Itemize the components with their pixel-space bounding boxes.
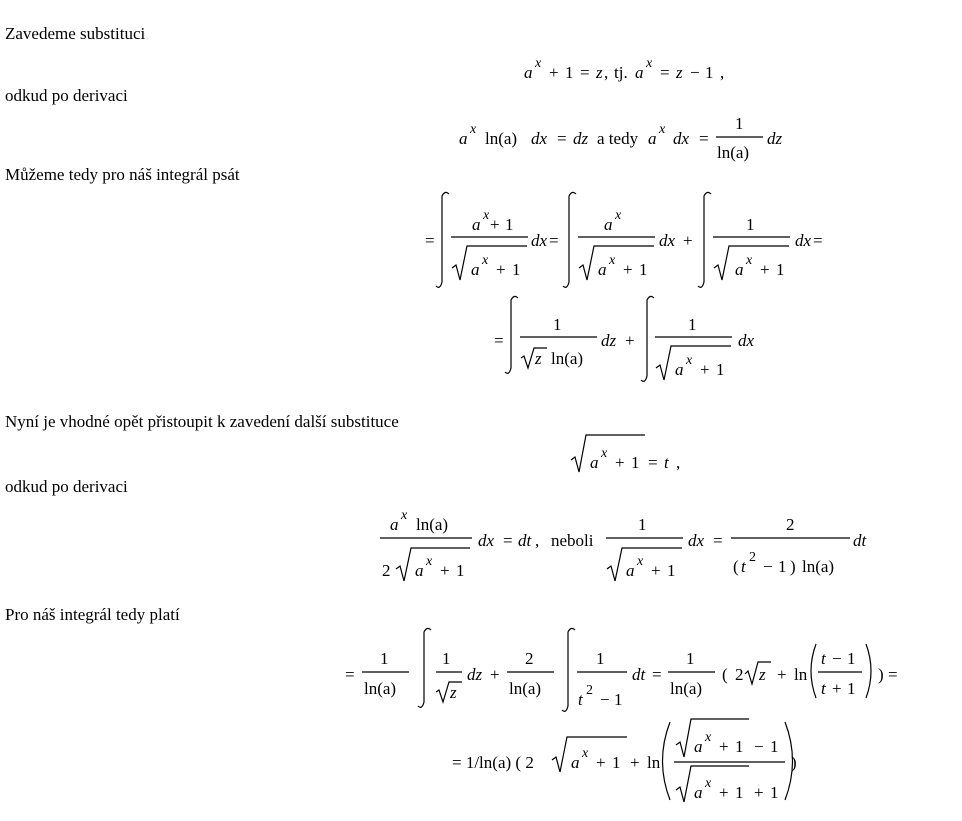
math-symbol: x bbox=[659, 122, 666, 137]
math-symbol: dx bbox=[795, 231, 812, 250]
math-symbol: x bbox=[705, 776, 712, 791]
math-symbol: ln(a) bbox=[364, 679, 397, 698]
math-symbol: x bbox=[426, 554, 433, 569]
math-symbol: 1 bbox=[735, 114, 744, 133]
paragraph-derivative-2: odkud po derivaci bbox=[5, 477, 128, 496]
math-symbol: = bbox=[888, 665, 898, 684]
math-symbol: a bbox=[694, 783, 703, 802]
math-symbol: 2 bbox=[525, 649, 534, 668]
math-symbol: dx bbox=[531, 231, 548, 250]
math-symbol: + bbox=[777, 665, 787, 684]
math-symbol: 2 bbox=[586, 683, 593, 698]
math-symbol: = bbox=[713, 531, 723, 550]
math-symbol: + bbox=[683, 231, 693, 250]
math-symbol: dx bbox=[738, 331, 755, 350]
math-symbol: − bbox=[763, 557, 773, 576]
math-symbol: + bbox=[754, 783, 764, 802]
math-symbol: ln(a) bbox=[551, 349, 584, 368]
math-symbol: 1 bbox=[705, 63, 714, 82]
formula-derivative-1 bbox=[459, 114, 783, 162]
math-symbol: x bbox=[483, 208, 490, 223]
math-symbol: x bbox=[401, 508, 408, 523]
math-symbol: 1 bbox=[553, 315, 562, 334]
math-symbol: − bbox=[600, 690, 610, 709]
big-left-paren bbox=[663, 722, 671, 800]
math-symbol: dz bbox=[573, 129, 589, 148]
math-symbol: x bbox=[601, 446, 608, 461]
formula-integral-substituted bbox=[494, 296, 755, 381]
integral-sign bbox=[563, 192, 576, 287]
formula-result-1 bbox=[345, 628, 898, 711]
math-symbol: 1 bbox=[596, 649, 605, 668]
math-symbol: = bbox=[580, 63, 590, 82]
math-symbol: dx bbox=[531, 129, 548, 148]
math-symbol: x bbox=[535, 56, 542, 71]
math-symbol: = bbox=[813, 231, 823, 250]
math-symbol: 1 bbox=[380, 649, 389, 668]
math-symbol: = bbox=[652, 665, 662, 684]
math-symbol: = bbox=[503, 531, 513, 550]
math-symbol: 1 bbox=[442, 649, 451, 668]
math-symbol: t bbox=[578, 690, 583, 709]
math-symbol: a bbox=[735, 260, 744, 279]
math-symbol: 1 bbox=[512, 260, 521, 279]
sqrt-sign bbox=[521, 348, 547, 368]
math-symbol: 1 bbox=[735, 783, 744, 802]
integral-sign bbox=[698, 192, 711, 287]
math-symbol: + bbox=[719, 737, 729, 756]
math-symbol: + bbox=[630, 753, 640, 772]
math-symbol: a bbox=[626, 561, 635, 580]
math-symbol: + bbox=[623, 260, 633, 279]
math-symbol: a bbox=[471, 260, 480, 279]
math-symbol: , bbox=[676, 453, 681, 472]
math-symbol: neboli bbox=[551, 531, 594, 550]
math-symbol: , bbox=[535, 531, 540, 550]
math-symbol: x bbox=[746, 253, 753, 268]
math-symbol: z bbox=[596, 63, 603, 82]
math-symbol: 1 bbox=[746, 215, 755, 234]
formula-second-substitution bbox=[571, 435, 680, 472]
math-symbol: = bbox=[425, 231, 435, 250]
math-symbol: 1 bbox=[776, 260, 785, 279]
math-symbol: = 1/ln(a) ( 2 bbox=[452, 753, 534, 772]
math-symbol: x bbox=[637, 554, 644, 569]
math-symbol: tj. bbox=[614, 63, 628, 82]
math-symbol: 1 bbox=[847, 649, 856, 668]
math-symbol: 2 bbox=[735, 665, 744, 684]
math-symbol: 1 bbox=[631, 453, 640, 472]
math-symbol: t bbox=[821, 649, 826, 668]
math-symbol: = bbox=[660, 63, 670, 82]
math-symbol: 1 bbox=[667, 561, 676, 580]
math-symbol: dz bbox=[767, 129, 783, 148]
math-symbol: 1 bbox=[686, 649, 695, 668]
math-symbol: x bbox=[470, 122, 477, 137]
math-symbol: t bbox=[741, 557, 746, 576]
math-symbol: ( bbox=[733, 557, 739, 576]
math-symbol: dt bbox=[853, 531, 867, 550]
integral-sign bbox=[436, 192, 449, 287]
math-symbol: 1 bbox=[778, 557, 787, 576]
math-symbol: a bbox=[415, 561, 424, 580]
math-symbol: + bbox=[615, 453, 625, 472]
formula-substitution bbox=[524, 56, 724, 82]
math-symbol: = bbox=[494, 331, 504, 350]
math-symbol: dx bbox=[659, 231, 676, 250]
math-symbol: = bbox=[648, 453, 658, 472]
math-symbol: z bbox=[535, 349, 542, 368]
formula-integral-split bbox=[425, 192, 823, 287]
math-symbol: 2 bbox=[382, 561, 391, 580]
paragraph-intro: Zavedeme substituci bbox=[5, 24, 146, 43]
math-symbol: a bbox=[390, 515, 399, 534]
integral-sign bbox=[641, 296, 654, 381]
math-symbol: + bbox=[490, 665, 500, 684]
math-symbol: dz bbox=[467, 665, 483, 684]
math-symbol: a bbox=[635, 63, 644, 82]
math-symbol: 1 bbox=[456, 561, 465, 580]
math-symbol: = bbox=[699, 129, 709, 148]
math-symbol: + bbox=[651, 561, 661, 580]
math-symbol: = bbox=[549, 231, 559, 250]
math-symbol: + bbox=[760, 260, 770, 279]
math-symbol: 1 bbox=[688, 315, 697, 334]
math-symbol: − bbox=[690, 63, 700, 82]
math-symbol: + bbox=[496, 260, 506, 279]
math-symbol: 1 bbox=[735, 737, 744, 756]
math-symbol: a tedy bbox=[597, 129, 639, 148]
math-symbol: + bbox=[719, 783, 729, 802]
math-symbol: , bbox=[604, 63, 609, 82]
math-symbol: x bbox=[609, 253, 616, 268]
math-symbol: + bbox=[625, 331, 635, 350]
math-symbol: x bbox=[615, 208, 622, 223]
math-symbol: = bbox=[557, 129, 567, 148]
math-symbol: ln(a) bbox=[717, 143, 750, 162]
math-symbol: a bbox=[472, 215, 481, 234]
math-symbol: ln(a) bbox=[509, 679, 542, 698]
math-symbol: 1 bbox=[770, 737, 779, 756]
math-symbol: x bbox=[686, 353, 693, 368]
paragraph-derivative-1: odkud po derivaci bbox=[5, 86, 128, 105]
math-symbol: dt bbox=[518, 531, 532, 550]
math-symbol: ln(a) bbox=[485, 129, 518, 148]
math-symbol: ln(a) bbox=[416, 515, 449, 534]
math-symbol: t bbox=[821, 679, 826, 698]
sqrt-sign bbox=[745, 662, 771, 684]
paragraph-second-substitution: Nyní je vhodné opět přistoupit k zavedení další substituce bbox=[5, 412, 399, 431]
math-symbol: a bbox=[604, 215, 613, 234]
integral-sign bbox=[505, 296, 518, 373]
formula-result-final bbox=[452, 719, 797, 802]
math-symbol: dx bbox=[688, 531, 705, 550]
math-symbol: ln(a) bbox=[670, 679, 703, 698]
math-symbol: z bbox=[676, 63, 683, 82]
math-symbol: 1 bbox=[638, 515, 647, 534]
math-symbol: ( bbox=[722, 665, 728, 684]
math-symbol: dz bbox=[601, 331, 617, 350]
math-symbol: a bbox=[524, 63, 533, 82]
math-symbol: ) bbox=[790, 557, 796, 576]
math-symbol: a bbox=[648, 129, 657, 148]
math-symbol: 1 bbox=[565, 63, 574, 82]
math-symbol: ) bbox=[878, 665, 884, 684]
math-symbol: + bbox=[440, 561, 450, 580]
math-symbol: ln bbox=[647, 753, 661, 772]
sqrt-sign bbox=[436, 682, 462, 702]
math-symbol: 1 bbox=[847, 679, 856, 698]
math-symbol: ln bbox=[794, 665, 808, 684]
integral-sign bbox=[562, 628, 575, 711]
integral-sign bbox=[418, 628, 431, 707]
math-symbol: x bbox=[705, 730, 712, 745]
math-symbol: a bbox=[459, 129, 468, 148]
math-symbol: z bbox=[450, 683, 457, 702]
math-symbol: 2 bbox=[749, 550, 756, 565]
math-symbol: − bbox=[832, 649, 842, 668]
math-symbol: , bbox=[720, 63, 725, 82]
formula-derivative-2 bbox=[380, 508, 868, 581]
big-right-paren bbox=[866, 644, 871, 698]
math-symbol: dx bbox=[478, 531, 495, 550]
math-symbol: 1 bbox=[639, 260, 648, 279]
math-symbol: ln(a) bbox=[802, 557, 835, 576]
math-symbol: dx bbox=[673, 129, 690, 148]
math-symbol: − bbox=[754, 737, 764, 756]
math-symbol: + bbox=[700, 360, 710, 379]
paragraph-result: Pro náš integrál tedy platí bbox=[5, 605, 180, 624]
math-symbol: a bbox=[571, 753, 580, 772]
math-symbol: + bbox=[596, 753, 606, 772]
math-symbol: x bbox=[582, 746, 589, 761]
math-symbol: 1 bbox=[770, 783, 779, 802]
paragraph-integral-write: Můžeme tedy pro náš integrál psát bbox=[5, 165, 240, 184]
math-symbol: = bbox=[345, 665, 355, 684]
math-symbol: 2 bbox=[786, 515, 795, 534]
math-symbol: ) bbox=[791, 753, 797, 772]
math-symbol: 1 bbox=[716, 360, 725, 379]
math-symbol: a bbox=[590, 453, 599, 472]
math-symbol: x bbox=[646, 56, 653, 71]
math-symbol: x bbox=[482, 253, 489, 268]
math-symbol: + bbox=[832, 679, 842, 698]
math-symbol: + bbox=[490, 215, 500, 234]
math-symbol: t bbox=[664, 453, 669, 472]
math-symbol: a bbox=[694, 737, 703, 756]
math-symbol: 1 bbox=[505, 215, 514, 234]
math-symbol: + bbox=[549, 63, 559, 82]
math-symbol: z bbox=[759, 665, 766, 684]
math-symbol: dt bbox=[632, 665, 646, 684]
math-symbol: 1 bbox=[612, 753, 621, 772]
math-symbol: a bbox=[675, 360, 684, 379]
math-symbol: a bbox=[598, 260, 607, 279]
math-symbol: 1 bbox=[614, 690, 623, 709]
big-left-paren bbox=[811, 644, 816, 698]
